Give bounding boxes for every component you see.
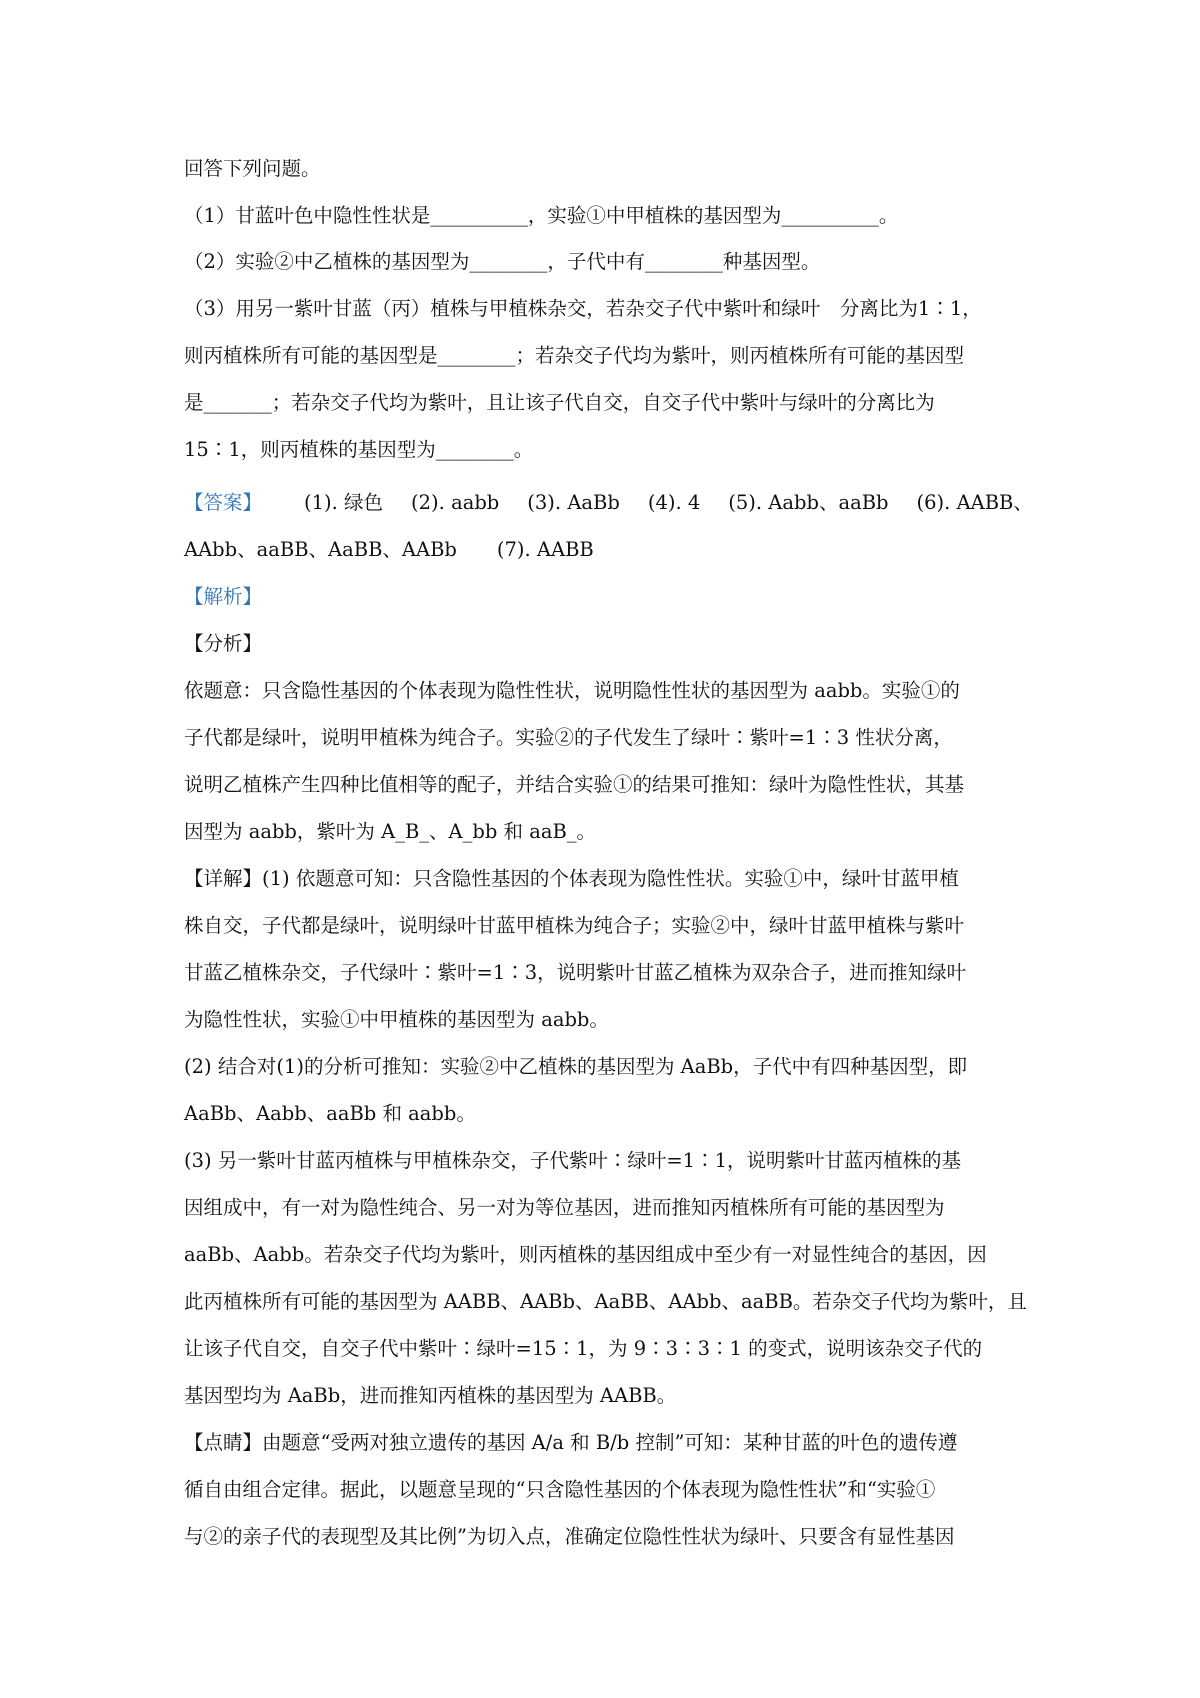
xiangjie-line: 株自交，子代都是绿叶，说明绿叶甘蓝甲植株为纯合子；实验②中，绿叶甘蓝甲植株与紫叶 xyxy=(184,914,965,937)
xiangjie-line: 基因型均为 AaBb，进而推知丙植株的基因型为 AABB。 xyxy=(184,1384,677,1407)
xiangjie-line: 此丙植株所有可能的基因型为 AABB、AABb、AaBB、AAbb、aaBB。若杂交子代均为紫叶，且 xyxy=(184,1290,1027,1313)
xiangjie-line: (3) 另一紫叶甘蓝丙植株与甲植株杂交，子代紫叶∶绿叶=1∶1，说明紫叶甘蓝丙植株的基 xyxy=(184,1149,961,1172)
dianjing-line-first xyxy=(184,1428,1024,1458)
xiangjie-line: 甘蓝乙植株杂交，子代绿叶∶紫叶=1∶3，说明紫叶甘蓝乙植株为双杂合子，进而推知绿叶 xyxy=(184,961,967,984)
answer-item-4: (4). 4 xyxy=(647,491,701,514)
answer-line-1 xyxy=(184,488,1033,518)
answer-item-1: (1). 绿色 xyxy=(304,491,384,514)
fenxi-line: 子代都是绿叶，说明甲植株为纯合子。实验②的子代发生了绿叶∶紫叶=1∶3 性状分离， xyxy=(184,726,953,749)
xiangjie-text: (1) 依题意可知：只含隐性基因的个体表现为隐性性状。实验①中，绿叶甘蓝甲植 xyxy=(262,867,959,890)
answer-label: 【答案】 xyxy=(184,491,263,514)
dianjing-label: 【点睛】 xyxy=(184,1431,263,1454)
question-3-line-1: （3）用另一紫叶甘蓝（丙）植株与甲植株杂交，若杂交子代中紫叶和绿叶 分离比为1∶1， xyxy=(184,297,982,320)
question-1: （1）甘蓝叶色中隐性性状是__________，实验①中甲植株的基因型为__________。 xyxy=(184,204,899,227)
fenxi-label: 【分析】 xyxy=(184,632,263,655)
analysis-label: 【解析】 xyxy=(184,585,263,608)
xiangjie-line: 因组成中，有一对为隐性纯合、另一对为等位基因，进而推知丙植株所有可能的基因型为 xyxy=(184,1196,945,1219)
fenxi-line: 因型为 aabb，紫叶为 A_B_、A_bb 和 aaB_。 xyxy=(184,820,597,843)
answer-line-2 xyxy=(184,535,1024,565)
xiangjie-line: 为隐性性状，实验①中甲植株的基因型为 aabb。 xyxy=(184,1008,609,1031)
fenxi-line: 说明乙植株产生四种比值相等的配子，并结合实验①的结果可推知：绿叶为隐性性状，其基 xyxy=(184,773,965,796)
fenxi-line: 依题意：只含隐性基因的个体表现为隐性性状，说明隐性性状的基因型为 aabb。实验①的 xyxy=(184,679,960,702)
answer-item-6-cont: AAbb、aaBB、AaBB、AABb xyxy=(184,538,457,561)
dianjing-text: 由题意“受两对独立遗传的基因 A/a 和 B/b 控制”可知：某种甘蓝的叶色的遗传遵 xyxy=(262,1431,958,1454)
dianjing-line: 与②的亲子代的表现型及其比例”为切入点，准确定位隐性性状为绿叶、只要含有显性基因 xyxy=(184,1525,955,1548)
answer-item-7: (7). AABB xyxy=(496,538,594,561)
question-3-line-4: 15∶1，则丙植株的基因型为________。 xyxy=(184,438,534,461)
xiangjie-line-first xyxy=(184,864,1024,894)
xiangjie-line: AaBb、Aabb、aaBb 和 aabb。 xyxy=(184,1102,476,1125)
answer-item-3: (3). AaBb xyxy=(527,491,620,514)
question-2: （2）实验②中乙植株的基因型为________，子代中有________种基因型。 xyxy=(184,250,821,273)
xiangjie-line: (2) 结合对(1)的分析可推知：实验②中乙植株的基因型为 AaBb，子代中有四种基因型，即 xyxy=(184,1055,968,1078)
answer-item-5: (5). Aabb、aaBb xyxy=(728,491,889,514)
intro-line: 回答下列问题。 xyxy=(184,157,321,180)
answer-item-6: (6). AABB、 xyxy=(916,491,1033,514)
dianjing-line: 循自由组合定律。据此，以题意呈现的“只含隐性基因的个体表现为隐性性状”和“实验① xyxy=(184,1478,936,1501)
question-3-line-2: 则丙植株所有可能的基因型是________；若杂交子代均为紫叶，则丙植株所有可能的基因型 xyxy=(184,344,965,367)
xiangjie-line: aaBb、Aabb。若杂交子代均为紫叶，则丙植株的基因组成中至少有一对显性纯合的基因，因 xyxy=(184,1243,987,1266)
xiangjie-label: 【详解】 xyxy=(184,867,263,890)
xiangjie-line: 让该子代自交，自交子代中紫叶∶绿叶=15∶1，为 9∶3∶3∶1 的变式，说明该杂交子代的 xyxy=(184,1337,983,1360)
answer-item-2: (2). aabb xyxy=(411,491,500,514)
question-3-line-3: 是_______；若杂交子代均为紫叶，且让该子代自交，自交子代中紫叶与绿叶的分离比为 xyxy=(184,391,935,414)
